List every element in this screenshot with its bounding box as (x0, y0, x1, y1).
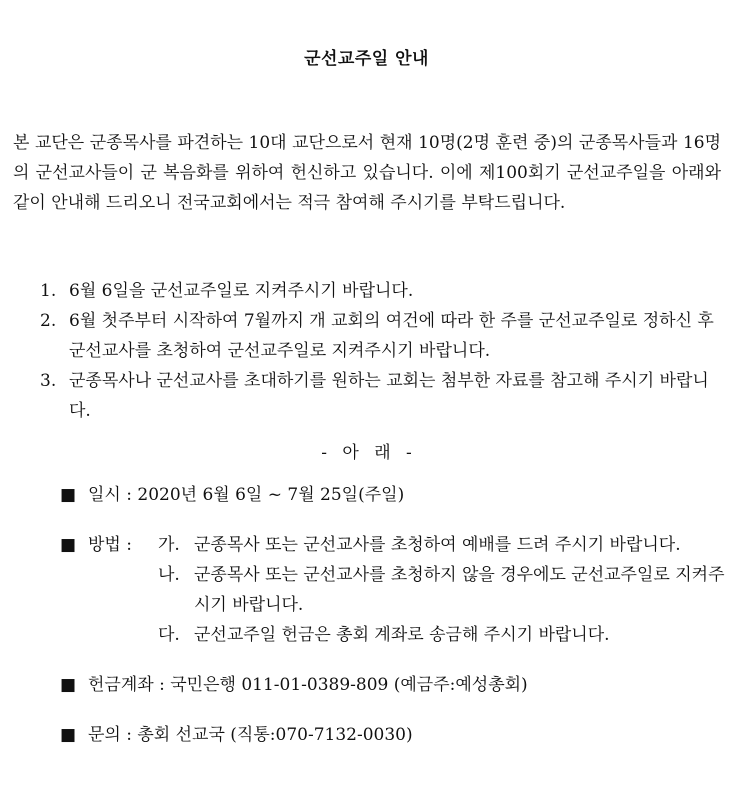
square-bullet-icon: ■ (60, 535, 77, 555)
method-item-mark: 가. (158, 535, 180, 555)
details-section (60, 480, 730, 750)
method-item-mark: 다. (158, 625, 180, 645)
method-item-text: 군종목사 또는 군선교사를 초청하지 않을 경우에도 군선교주일로 지켜주시기 바랍니다. (194, 565, 725, 615)
detail-method (60, 530, 730, 650)
list-text: 6월 6일을 군선교주일로 지켜주시기 바랍니다. (69, 281, 414, 301)
square-bullet-icon: ■ (60, 675, 77, 695)
list-number: 3. (40, 371, 57, 391)
square-bullet-icon: ■ (60, 485, 77, 505)
method-item-mark: 나. (158, 565, 180, 585)
list-item (40, 366, 730, 426)
method-item (158, 620, 730, 650)
contact-text: 문의 : 총회 선교국 (직통:070-7132-0030) (88, 725, 413, 745)
detail-date (60, 480, 730, 510)
method-items (158, 560, 730, 650)
method-item (158, 560, 730, 620)
square-bullet-icon: ■ (60, 725, 77, 745)
request-list (40, 276, 730, 426)
method-item-text: 군종목사 또는 군선교사를 초청하여 예배를 드려 주시기 바랍니다. (194, 535, 681, 555)
list-text: 군종목사나 군선교사를 초대하기를 원하는 교회는 첨부한 자료를 참고해 주시기 바랍니다. (69, 371, 709, 421)
list-item (40, 276, 730, 306)
detail-contact (60, 720, 730, 750)
date-text: 일시 : 2020년 6월 6일 ~ 7월 25일(주일) (88, 485, 405, 505)
page-title: 군선교주일 안내 (304, 49, 429, 69)
list-text: 6월 첫주부터 시작하여 7월까지 개 교회의 여건에 따라 한 주를 군선교주일로 정하신 후 군선교사를 초청하여 군선교주일로 지켜주시기 바랍니다. (69, 311, 714, 361)
list-number: 1. (40, 281, 57, 301)
account-text: 헌금계좌 : 국민은행 011-01-0389-809 (예금주:예성총회) (88, 675, 528, 695)
list-item (40, 306, 730, 366)
intro-paragraph: 본 교단은 군종목사를 파견하는 10대 교단으로서 현재 10명(2명 훈련 중)의 군종목사들과 16명의 군선교사들이 군 복음화를 위하여 헌신하고 있습니다. 이에 제100회기 군선교주일을 아래와 같이 안내해 드리오니 전국교회에서는 적극 참여해 주시기를 부탁드립니다. (13, 133, 721, 213)
method-label: 방법 : (88, 535, 138, 555)
detail-account (60, 670, 730, 700)
method-item (158, 530, 730, 560)
method-item-text: 군선교주일 헌금은 총회 계좌로 송금해 주시기 바랍니다. (194, 625, 610, 645)
list-number: 2. (40, 311, 57, 331)
section-divider: - 아 래 - (321, 443, 412, 463)
